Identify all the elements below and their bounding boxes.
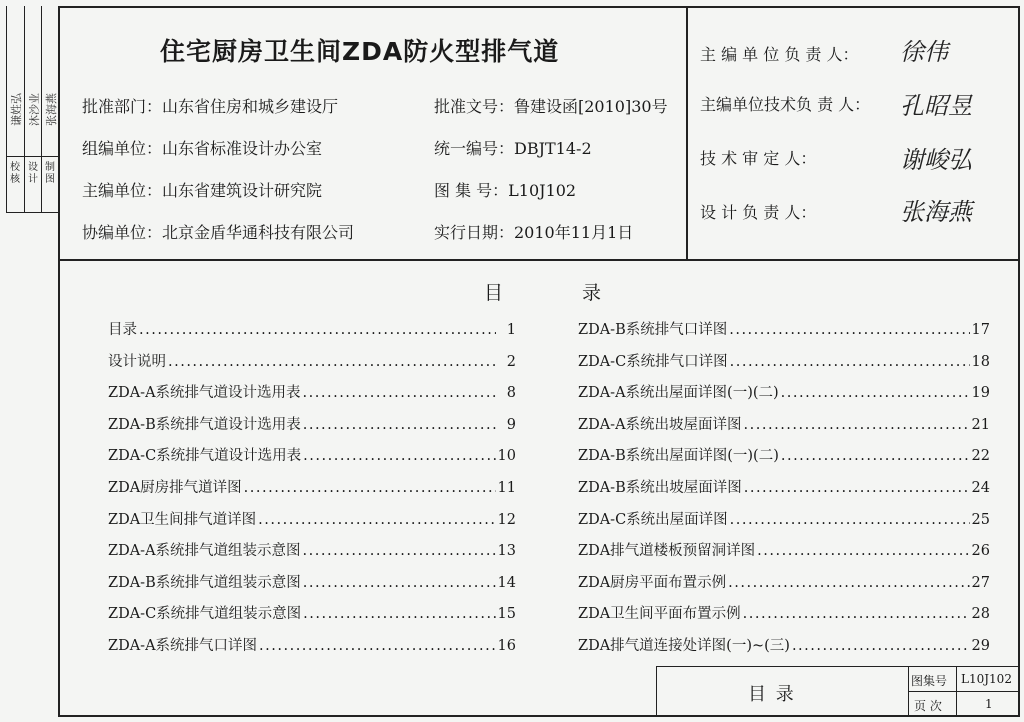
toc-leader-dots [303,417,496,433]
toc-leader-dots [303,385,496,401]
toc-entry [578,350,990,372]
signature-reviewer: 谢峻弘 [900,146,972,174]
toc-leader-dots [303,448,495,464]
toc-leader-dots [259,638,496,654]
strip-signature-check: 谦姓弘 [10,93,23,126]
toc-entry-title: ZDA卫生间排气道详图 [108,511,257,528]
toc-leader-dots [730,354,970,370]
toc-entry [108,508,516,530]
footer-page-value: 1 [985,697,993,711]
toc-entry-page: 21 [971,416,990,433]
signature-design-lead: 张海燕 [900,198,972,226]
signature-label-technical: 主编单位技术负 责 人： [700,95,871,114]
toc-entry-title: ZDA-B系统出屋面详图(一)(二) [578,448,779,465]
toc-entry [578,476,990,498]
toc-entry-title: ZDA-B系统排气道设计选用表 [108,416,301,433]
toc-entry-title: ZDA卫生间平面布置示例 [578,606,741,623]
toc-entry [578,508,990,530]
toc-entry-page: 25 [971,511,990,528]
toc-leader-dots [743,606,970,622]
toc-entry-page: 1 [506,322,516,338]
footer-page-label: 页 次 [914,699,942,713]
toc-entry-title: ZDA-A系统出屋面详图(一)(二) [578,385,779,402]
toc-entry-page: 11 [497,480,516,496]
toc-entry-page: 29 [971,638,990,654]
header-divider [58,259,1020,261]
toc-entry-page: 15 [497,606,516,623]
toc-entry-title: ZDA-C系统排气道设计选用表 [108,448,302,465]
toc-entry-title: ZDA-A系统排气道设计选用表 [108,385,301,402]
toc-entry [108,539,516,561]
toc-entry [578,413,990,435]
toc-entry-page: 9 [506,416,516,433]
compiling-unit: 组编单位：山东省标准设计办公室 [82,139,323,158]
toc-entry [108,634,516,656]
toc-leader-dots [744,480,970,496]
toc-entry [578,318,990,340]
assisting-unit: 协编单位：北京金盾华通科技有限公司 [82,223,355,242]
toc-entry-title: ZDA-C系统出屋面详图 [578,511,728,528]
strip-label-design: 设 计 [28,162,38,185]
toc-entry-page: 16 [497,638,516,654]
toc-entry-title: ZDA厨房排气道详图 [108,480,242,496]
toc-entry-page: 22 [971,448,990,465]
toc-leader-dots [303,575,496,591]
toc-entry-page: 8 [506,385,516,402]
toc-leader-dots [730,512,970,528]
strip-label-check: 校 核 [10,162,20,185]
toc-leader-dots [757,543,969,559]
toc-entry-page: 12 [497,511,516,528]
toc-leader-dots [729,322,969,338]
toc-entry [108,318,516,340]
margin-signoff-strip [6,6,58,212]
toc-entry [578,381,990,403]
toc-entry-title: 设计说明 [108,353,166,370]
toc-leader-dots [168,354,496,370]
toc-entry [578,444,990,466]
toc-entry-title: ZDA-A系统排气口详图 [108,638,258,654]
toc-entry-title: ZDA-B系统出坡屋面详图 [578,480,742,496]
toc-entry-title: 目录 [108,322,137,338]
toc-entry [108,381,516,403]
toc-leader-dots [792,638,970,654]
toc-entry [108,444,516,466]
toc-entry-title: ZDA排气道楼板预留洞详图 [578,543,756,560]
strip-label-draw: 制 图 [45,162,55,185]
toc-leader-dots [303,606,495,622]
signature-label-chief-unit: 主 编 单 位 负 责 人： [700,45,859,64]
toc-leader-dots [781,448,970,464]
toc-entry-page: 13 [497,543,516,560]
toc-entry [108,571,516,593]
toc-leader-dots [303,543,496,559]
footer-left-line [656,666,657,717]
toc-entry-title: ZDA厨房平面布置示例 [578,574,727,591]
toc-leader-dots [258,512,495,528]
toc-entry-title: ZDA排气道连接处详图(一)~(三) [578,638,790,654]
signature-label-design-lead: 设 计 负 责 人： [700,203,817,222]
approving-dept: 批准部门：山东省住房和城乡建设厅 [82,97,339,116]
footer-row-line [908,691,1020,692]
signature-divider [686,6,688,260]
toc-entry [108,413,516,435]
toc-entry [578,539,990,561]
toc-entry-page: 10 [497,448,516,465]
toc-entry-title: ZDA-B系统排气道组装示意图 [108,574,301,591]
toc-entry-title: ZDA-C系统排气口详图 [578,353,728,370]
toc-entry [108,476,516,498]
signature-technical: 孔昭昱 [900,92,972,120]
footer-atlas-value: L10J102 [961,672,1012,686]
effective-date: 实行日期：2010年11月1日 [434,223,634,242]
unified-number: 统一编号：DBJT14-2 [434,139,592,158]
toc-entry [578,571,990,593]
toc-entry-title: ZDA-A系统排气道组装示意图 [108,543,301,560]
toc-entry-page: 27 [971,574,990,591]
footer-title: 目 录 [748,684,796,705]
atlas-number: 图 集 号：L10J102 [434,181,577,200]
toc-entry-page: 26 [971,543,990,560]
toc-entry-page: 2 [506,353,516,370]
toc-entry [578,634,990,656]
strip-signature-design: 沐沙业 [28,93,41,126]
toc-entry-page: 18 [971,353,990,370]
toc-entry-title: ZDA-C系统排气道组装示意图 [108,606,302,623]
toc-heading-left: 目 [484,282,504,304]
toc-entry-title: ZDA-A系统出坡屋面详图 [578,416,742,433]
toc-entry-page: 14 [497,574,516,591]
toc-leader-dots [139,322,496,338]
signature-chief-unit: 徐伟 [900,38,948,66]
toc-entry-title: ZDA-B系统排气口详图 [578,322,728,338]
toc-entry [578,602,990,624]
approval-doc-number: 批准文号：鲁建设函[2010]30号 [434,97,668,116]
footer-top-line [656,666,1020,667]
toc-leader-dots [728,575,969,591]
toc-leader-dots [244,480,496,496]
footer-atlas-label: 图集号 [911,674,948,688]
signature-label-reviewer: 技 术 审 定 人： [700,149,817,168]
toc-entry-page: 17 [971,322,990,338]
toc-heading-right: 录 [582,282,602,304]
toc-entry-page: 24 [971,480,990,496]
editing-unit: 主编单位：山东省建筑设计研究院 [82,181,323,200]
toc-entry-page: 28 [971,606,990,623]
toc-entry-page: 19 [971,385,990,402]
toc-entry [108,602,516,624]
page-title: 住宅厨房卫生间ZDA防火型排气道 [160,37,560,66]
toc-leader-dots [781,385,970,401]
strip-signature-draw: 张海燕 [45,93,58,126]
toc-leader-dots [744,417,970,433]
toc-entry [108,350,516,372]
